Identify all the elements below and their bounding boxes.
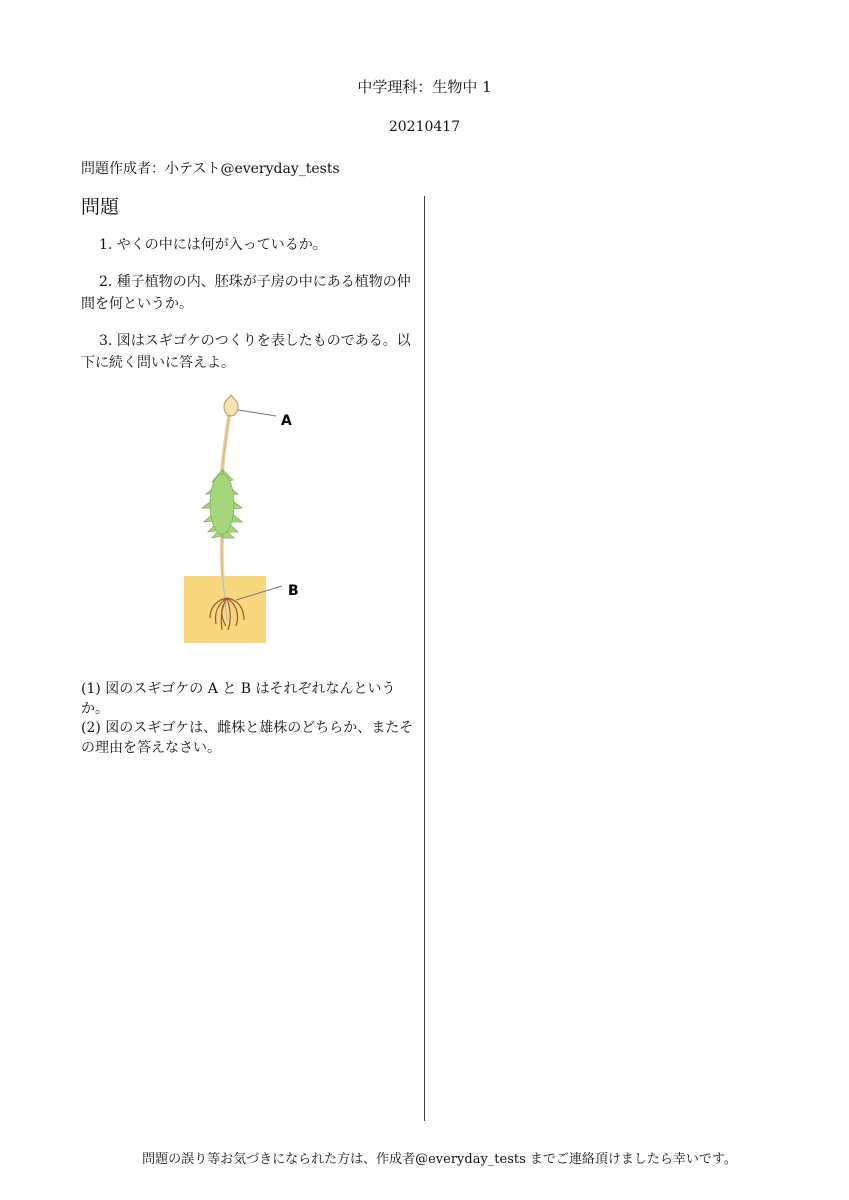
label-a: A	[281, 413, 292, 429]
leader-line-a	[238, 410, 276, 416]
leafy-shoot	[202, 470, 242, 538]
question-3: 3. 図はスギゴケのつくりを表したものである。以下に続く問いに答えよ。	[81, 333, 411, 371]
subquestion-2: (2) 図のスギゴケは、雌株と雄株のどちらか、またその理由を答えなさい。	[81, 720, 414, 756]
author-line: 問題作成者：小テスト@everyday_tests	[81, 161, 340, 177]
section-heading: 問題	[81, 196, 120, 218]
column-divider	[424, 196, 425, 1121]
footer-note: 問題の誤り等お気づきになられた方は、作成者@everyday_tests までご連絡頂けましたら幸いです。	[142, 1152, 737, 1167]
question-2: 2. 種子植物の内、胚珠が子房の中にある植物の仲間を何というか。	[81, 274, 411, 312]
moss-figure	[178, 390, 328, 650]
document-title: 中学理科：生物中 1	[357, 78, 492, 96]
document-date: 20210417	[388, 119, 461, 135]
subquestion-1: (1) 図のスギゴケの A と B はそれぞれなんというか。	[81, 681, 396, 717]
label-b: B	[288, 583, 299, 599]
question-1: 1. やくの中には何が入っているか。	[99, 237, 327, 253]
